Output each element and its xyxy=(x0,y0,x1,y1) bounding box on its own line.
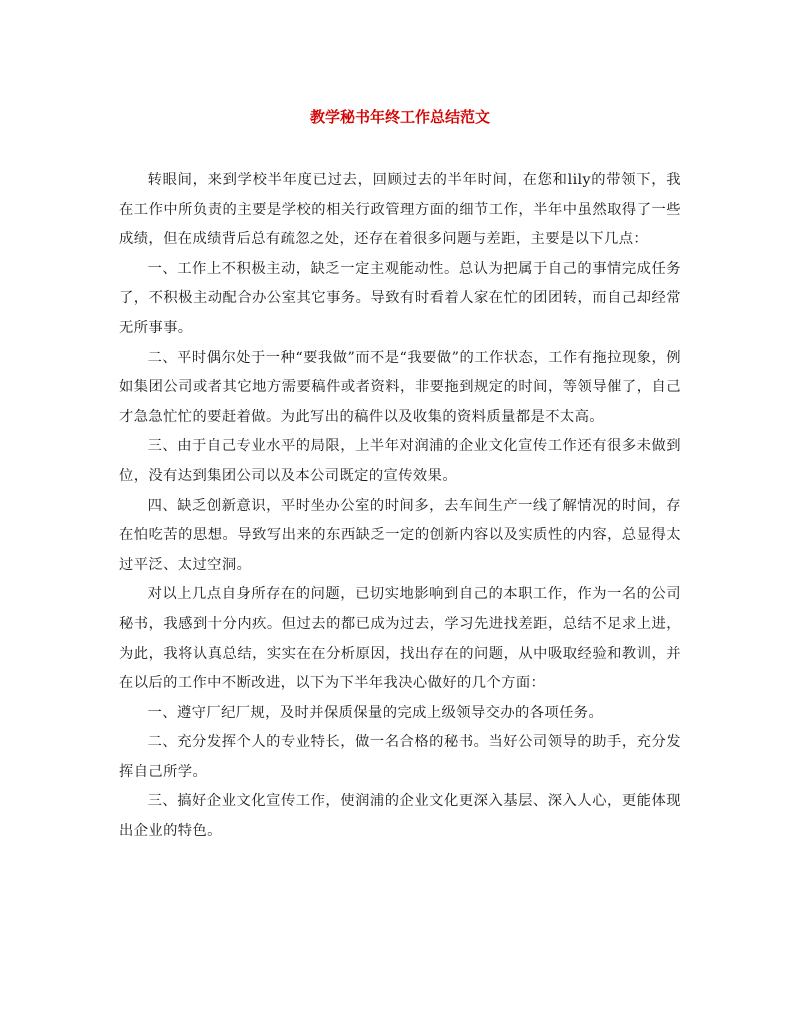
paragraph-plan-3: 三、搞好企业文化宣传工作，使润浦的企业文化更深入基层、深入人心，更能体现出企业的特色。 xyxy=(119,793,681,840)
paragraph-issue-3: 三、由于自己专业水平的局限，上半年对润浦的企业文化宣传工作还有很多未做到位，没有达到集团公司以及本公司既定的宣传效果。 xyxy=(119,438,681,484)
paragraph-issue-4: 四、缺乏创新意识，平时坐办公室的时间多，去车间生产一线了解情况的时间，存在怕吃苦的思想。导致写出来的东西缺乏一定的创新内容以及实质性的内容，总显得太过平泛、太过空洞。 xyxy=(119,497,681,573)
paragraph-plan-1: 一、遵守厂纪厂规，及时并保质保量的完成上级领导交办的各项任务。 xyxy=(147,704,604,721)
document-title: 教学秘书年终工作总结范文 xyxy=(309,108,490,126)
paragraph-intro: 转眼间，来到学校半年度已过去，回顾过去的半年时间，在您和lily的带领下，我在工作中所负责的主要是学校的相关行政管理方面的细节工作，半年中虽然取得了一些成绩，但在成绩背后总有疏忽之处，还存在着很多问题与差距，主要是以下几点： xyxy=(119,172,681,248)
paragraph-plan-2: 二、充分发挥个人的专业特长，做一名合格的秘书。当好公司领导的助手，充分发挥自己所学。 xyxy=(119,734,681,780)
paragraph-reflection: 对以上几点自身所存在的问题，已切实地影响到自己的本职工作，作为一名的公司秘书，我感到十分内疚。但过去的都已成为过去，学习先进找差距，总结不足求上进，为此，我将认真总结，实实在在分析原因，找出存在的问题，从中吸取经验和教训，并在以后的工作中不断改进，以下为下半年我决心做好的几个方面： xyxy=(119,586,681,692)
paragraph-issue-1: 一、工作上不积极主动，缺乏一定主观能动性。总认为把属于自己的事情完成任务了，不积极主动配合办公室其它事务。导致有时看着人家在忙的团团转，而自己却经常无所事事。 xyxy=(119,260,681,336)
paragraph-issue-2: 二、平时偶尔处于一种“要我做”而不是“我要做”的工作状态，工作有拖拉现象，例如集团公司或者其它地方需要稿件或者资料，非要拖到规定的时间，等领导催了，自己才急急忙忙的要赶着做。为此写出的稿件以及收集的资料质量都是不太高。 xyxy=(119,349,681,425)
document-body xyxy=(119,166,681,847)
